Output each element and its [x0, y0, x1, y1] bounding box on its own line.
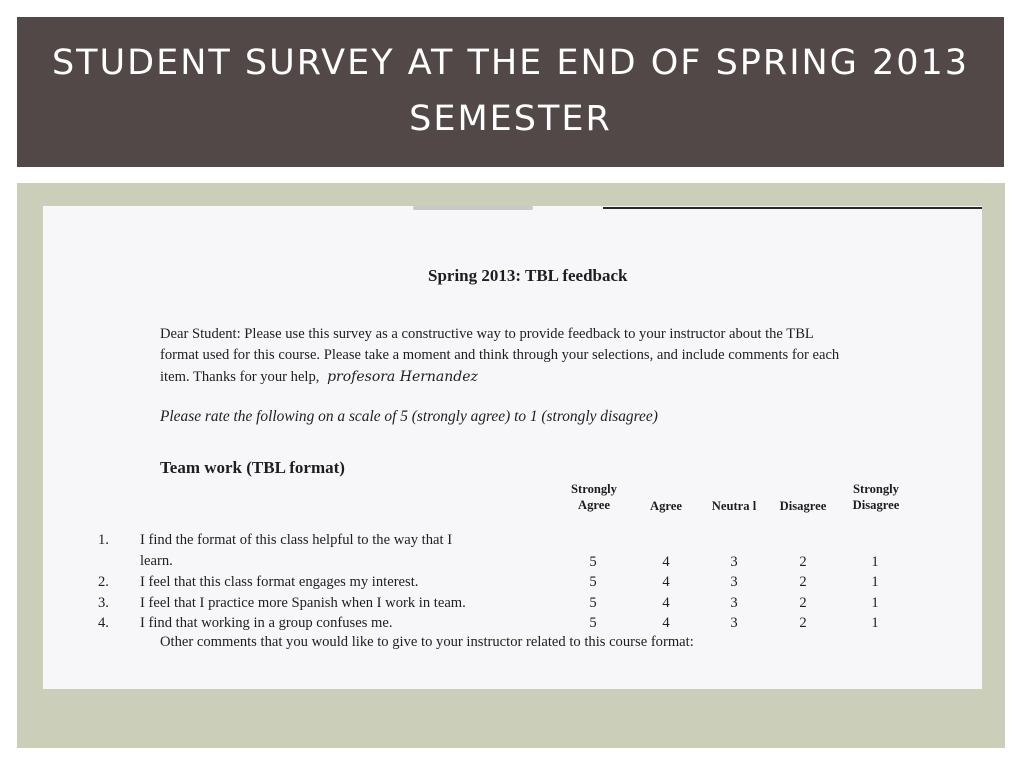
slide-title: STUDENT SURVEY AT THE END OF SPRING 2013 SEMESTER [51, 43, 970, 139]
item-text: I feel that this class format engages my interest. [140, 574, 419, 590]
intro-text-line-3 [160, 369, 478, 386]
scan-smudge [413, 206, 533, 210]
section-heading: Team work (TBL format) [160, 458, 345, 477]
rating-value: 2 [799, 554, 807, 570]
scan-edge-line [603, 207, 982, 209]
rating-value: 2 [799, 595, 807, 611]
rating-value: 5 [589, 615, 597, 631]
intro-thanks: item. Thanks for your help, [160, 369, 320, 385]
comments-prompt: Other comments that you would like to give to your instructor related to this course format: [160, 634, 694, 650]
rating-value: 3 [730, 595, 738, 611]
rating-value: 4 [662, 615, 670, 631]
item-text: I find that working in a group confuses me. [140, 615, 393, 631]
item-number: 4. [98, 615, 109, 631]
rating-value: 3 [730, 574, 738, 590]
scanned-survey-image [43, 206, 982, 689]
rating-value: 3 [730, 554, 738, 570]
column-header-neutral: Neutra l [711, 499, 757, 513]
item-text: I feel that I practice more Spanish when I work in team. [140, 595, 466, 611]
item-text-continued: learn. [140, 553, 173, 569]
rating-value: 1 [871, 574, 879, 590]
rating-value: 1 [871, 554, 879, 570]
rating-instruction: Please rate the following on a scale of 5 (strongly agree) to 1 (strongly disagree) [160, 408, 658, 425]
column-header-strongly-agree: Strongly Agree [571, 482, 617, 512]
handwritten-signature: profesora Hernandez [327, 369, 478, 385]
rating-value: 3 [730, 615, 738, 631]
item-number: 2. [98, 574, 109, 590]
rating-value: 2 [799, 574, 807, 590]
title-banner [17, 17, 1004, 167]
survey-heading: Spring 2013: TBL feedback [428, 266, 628, 285]
column-header-disagree: Disagree [779, 499, 827, 513]
rating-value: 4 [662, 574, 670, 590]
rating-value: 5 [589, 574, 597, 590]
column-header-agree: Agree [650, 499, 682, 513]
item-text: I find the format of this class helpful to the way that I [140, 532, 453, 548]
rating-value: 2 [799, 615, 807, 631]
item-number: 3. [98, 595, 109, 611]
item-number: 1. [98, 532, 109, 548]
intro-text-line-2: format used for this course. Please take a moment and think through your selections, and include comments for each [160, 347, 840, 363]
rating-value: 4 [662, 595, 670, 611]
rating-value: 4 [662, 554, 670, 570]
rating-value: 1 [871, 595, 879, 611]
rating-value: 5 [589, 595, 597, 611]
rating-value: 5 [589, 554, 597, 570]
column-header-strongly-disagree: Strongly Disagree [852, 482, 900, 512]
intro-text-line-1: Dear Student: Please use this survey as a constructive way to provide feedback to your instructor about the TBL [160, 326, 814, 342]
rating-value: 1 [871, 615, 879, 631]
